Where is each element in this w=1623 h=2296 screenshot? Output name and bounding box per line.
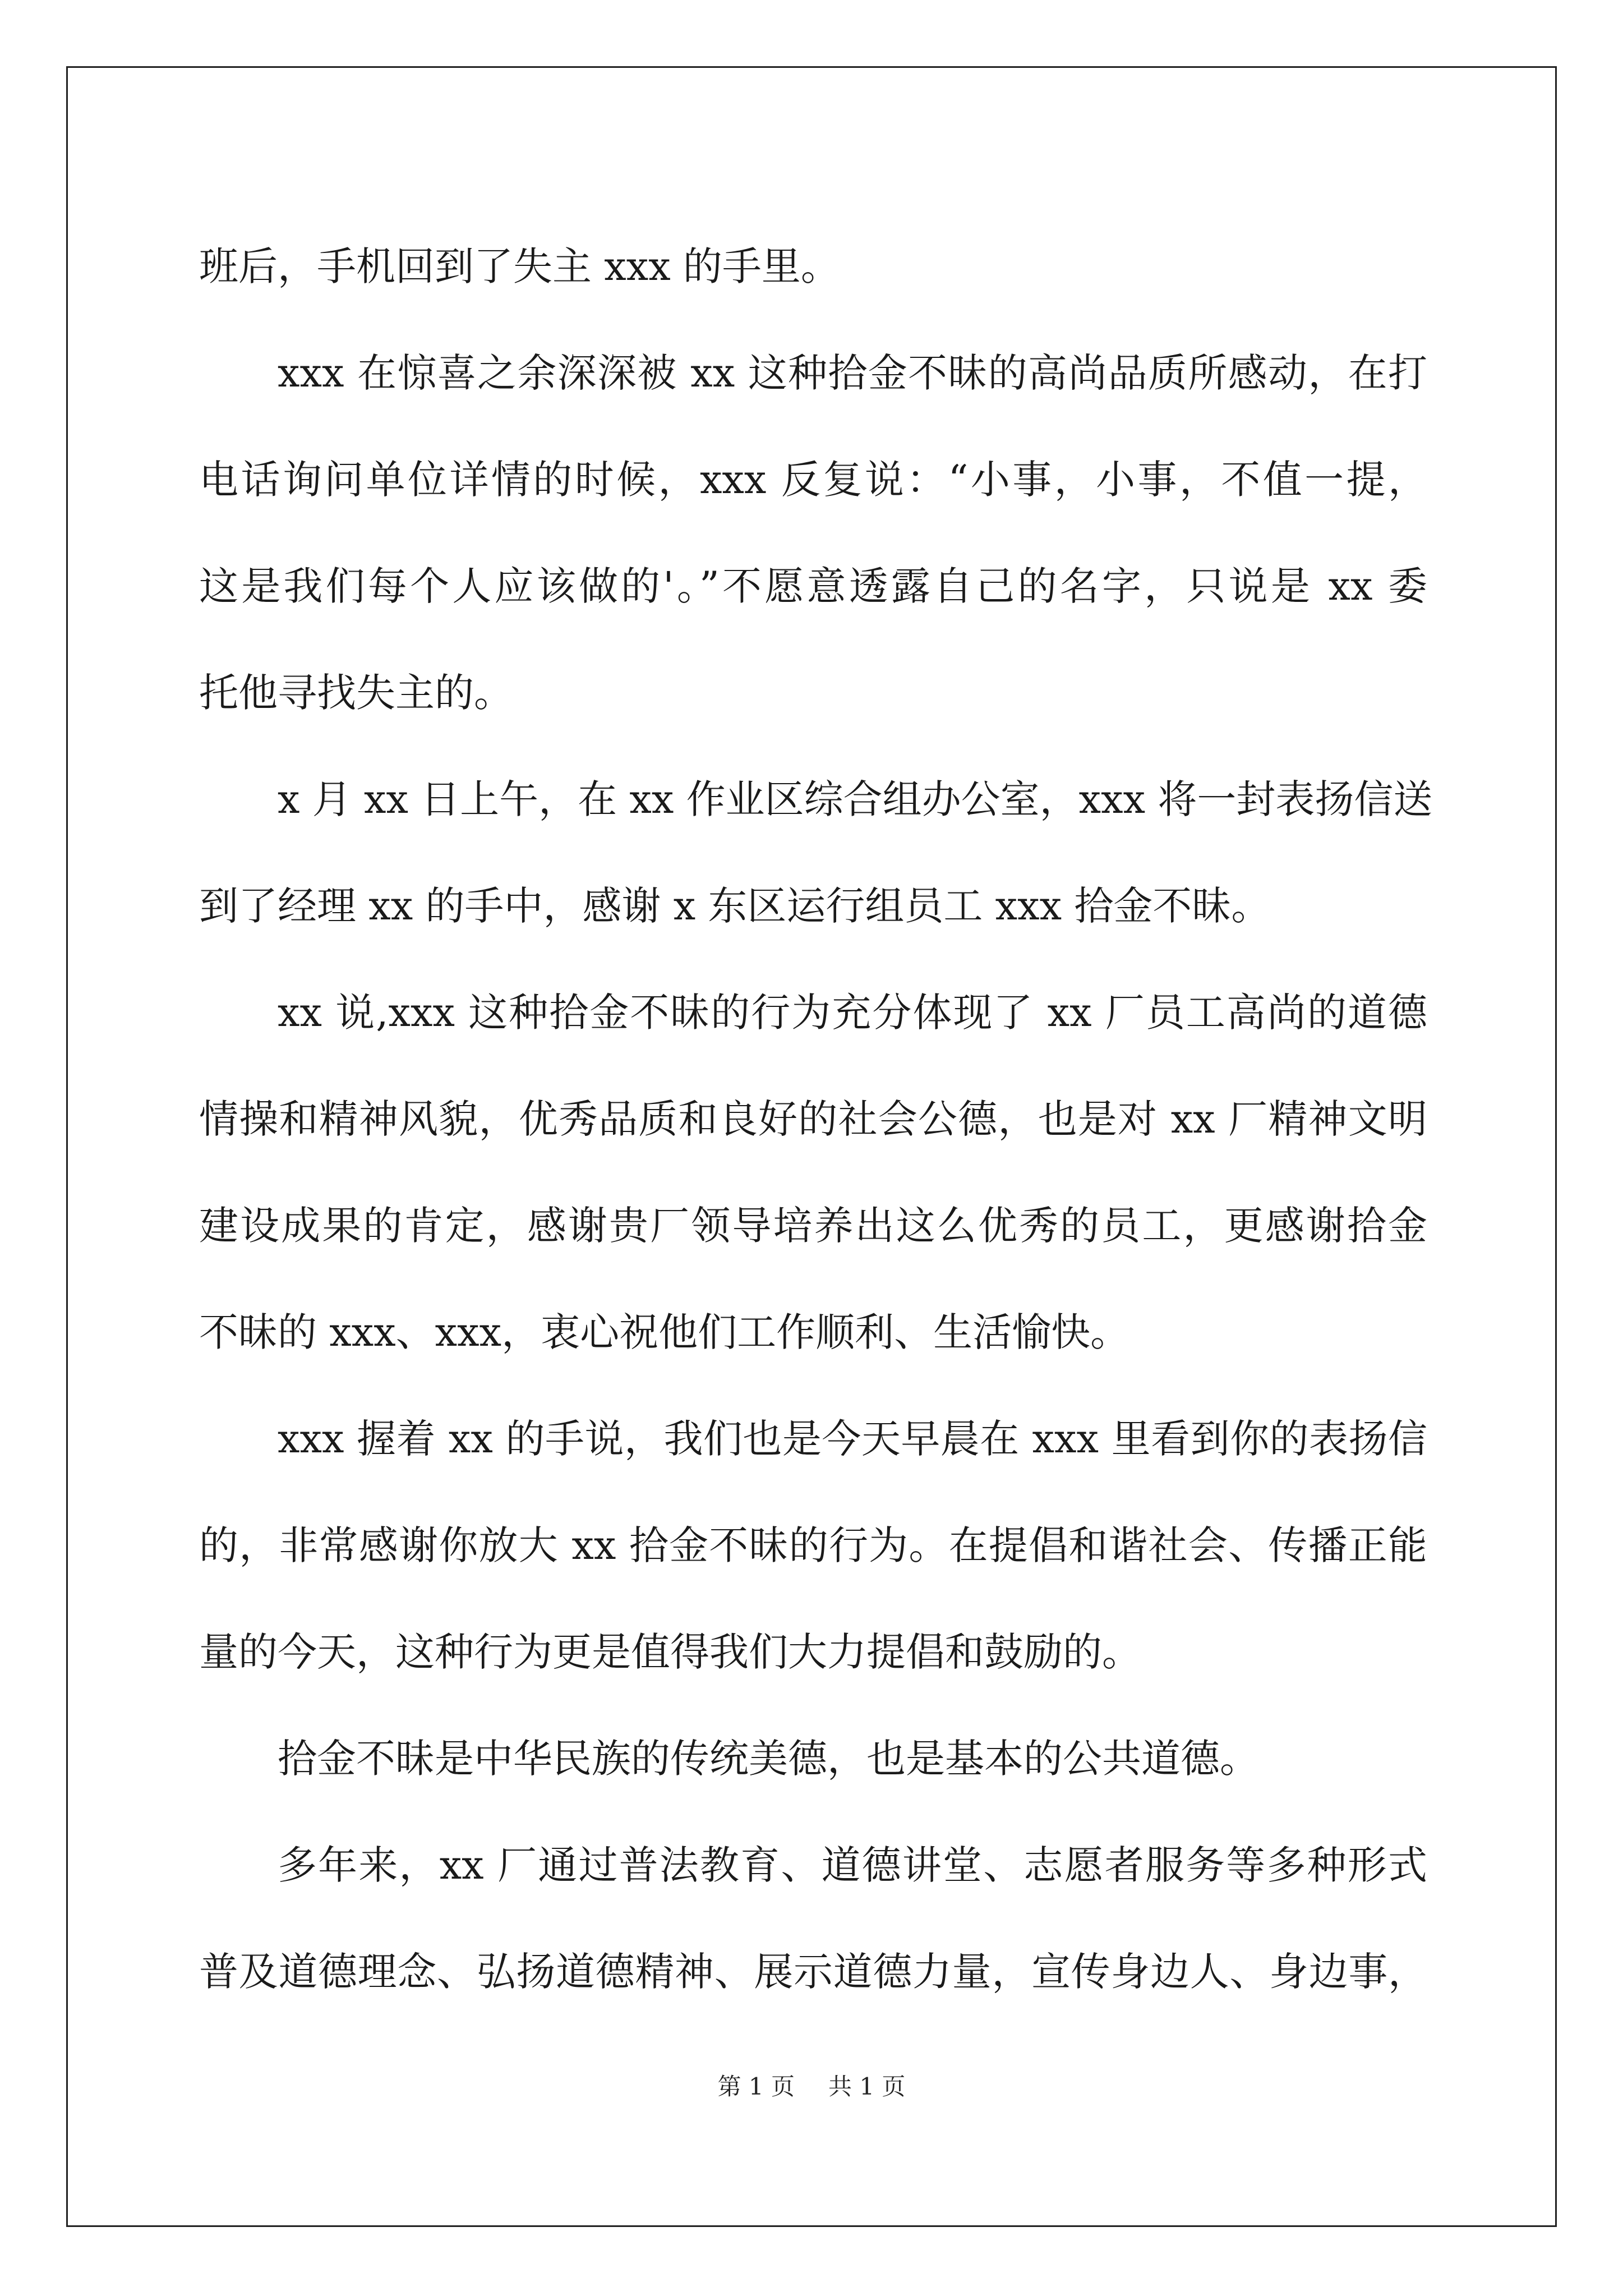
text-line: 拾金不昧是中华民族的传统美德，也是基本的公共道德。 [278, 1736, 1259, 1782]
text-line: 普及道德理念、弘扬道德精神、展示道德力量，宣传身边人、身边事， [199, 1949, 1427, 1995]
page-number: 第 1 页 [717, 2073, 795, 2100]
document-body [199, 213, 1433, 2025]
text-line: xx 说,xxx 这种拾金不昧的行为充分体现了 xx 厂员工高尚的道德 [278, 990, 1427, 1036]
text-line: 量的今天，这种行为更是值得我们大力提倡和鼓励的。 [199, 1629, 1141, 1675]
text-line: 电话询问单位详情的时候，xxx 反复说：“小事，小事，不值一提， [199, 457, 1427, 503]
text-line: 到了经理 xx 的手中，感谢 x 东区运行组员工 xxx 拾金不昧。 [199, 883, 1271, 929]
text-line: 的，非常感谢你放大 xx 拾金不昧的行为。在提倡和谐社会、传播正能 [199, 1522, 1427, 1568]
text-line: 托他寻找失主的。 [199, 670, 513, 716]
text-line: x 月 xx 日上午，在 xx 作业区综合组办公室，xxx 将一封表扬信送 [278, 776, 1433, 822]
text-line: 不昧的 xxx、xxx，衷心祝他们工作顺利、生活愉快。 [199, 1309, 1130, 1355]
text-line: 班后，手机回到了失主 xxx 的手里。 [199, 243, 840, 289]
text-line: xxx 在惊喜之余深深被 xx 这种拾金不昧的高尚品质所感动，在打 [278, 350, 1427, 396]
page-footer [0, 2070, 1623, 2104]
text-line: 这是我们每个人应该做的'。”不愿意透露自己的名字，只说是 xx 委 [199, 563, 1427, 609]
text-line: xxx 握着 xx 的手说，我们也是今天早晨在 xxx 里看到你的表扬信 [278, 1416, 1427, 1462]
text-line: 建设成果的肯定，感谢贵厂领导培养出这么优秀的员工，更感谢拾金 [199, 1203, 1427, 1249]
text-line: 情操和精神风貌，优秀品质和良好的社会公德，也是对 xx 厂精神文明 [199, 1096, 1427, 1142]
page-total: 共 1 页 [828, 2073, 906, 2100]
text-line: 多年来，xx 厂通过普法教育、道德讲堂、志愿者服务等多种形式 [278, 1842, 1427, 1888]
